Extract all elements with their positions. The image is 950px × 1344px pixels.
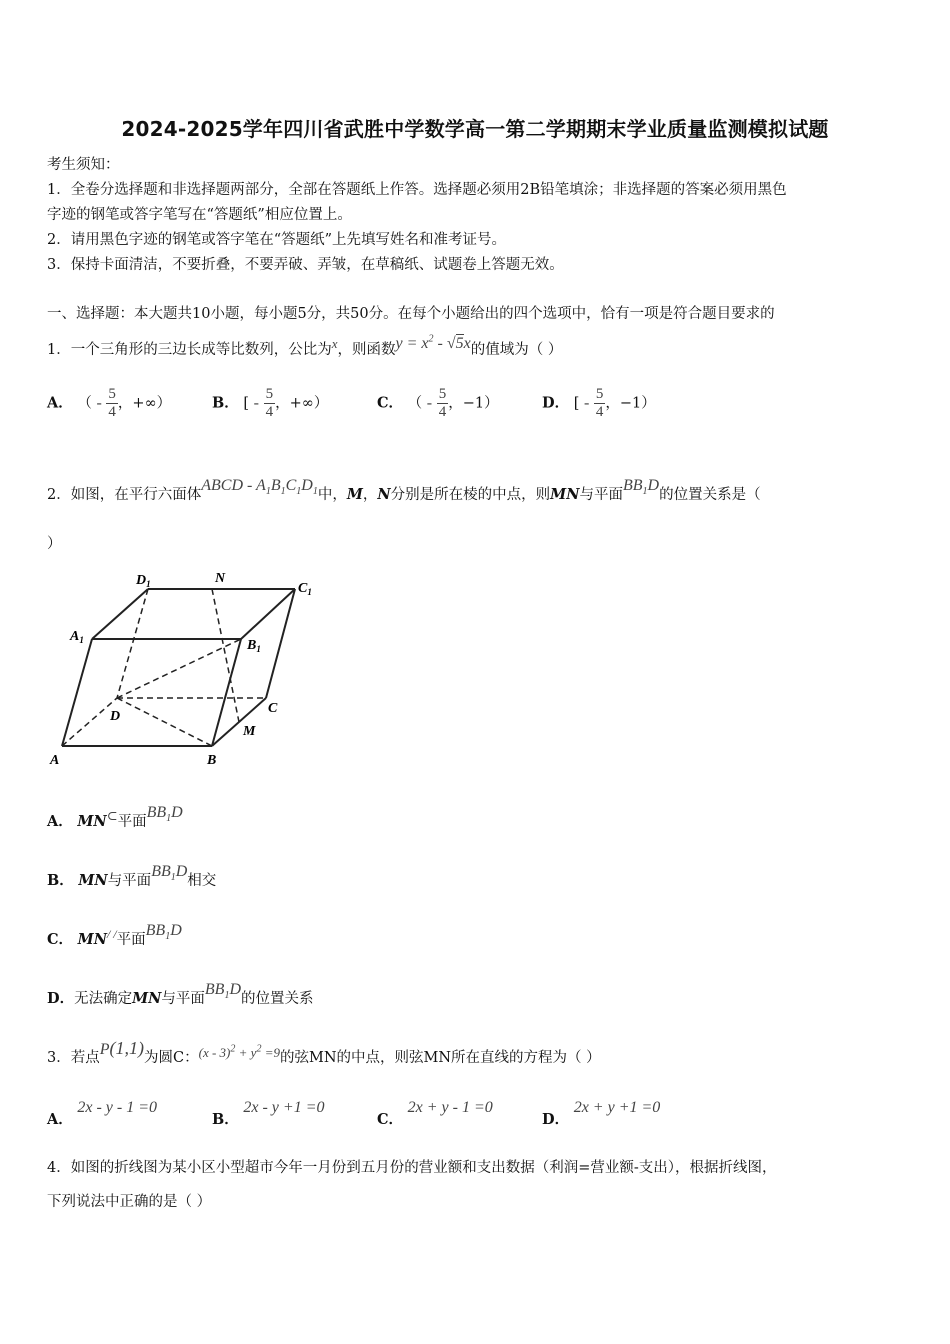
q1-option-d-num: 5 (595, 386, 604, 402)
q2-mid1: 中， (317, 487, 347, 503)
q3-post: 的弦MN的中点，则弦MN所在直线的方程为（ ） (279, 1050, 601, 1066)
q3-option-b[interactable] (212, 1096, 325, 1128)
q1-option-b-den: 4 (265, 404, 274, 420)
section-heading: 一、选择题：本大题共10小题，每小题5分，共50分。在每个小题给出的四个选项中，恰有一项是符合题目要求的 (47, 306, 775, 322)
q2-option-b-plane: $BB_1D$ (151, 863, 188, 884)
q1-option-b-rest: ，+∞） (275, 395, 329, 412)
question-4-line-1: 4．如图的折线图为某小区小型超市今年一月份到五月份的营业额和支出数据（利润=营业额-支出），根据折线图， (47, 1160, 777, 1176)
q1-option-a-fraction (106, 386, 118, 421)
label-a1: $A_1$ (70, 629, 84, 645)
segment-db (117, 698, 212, 746)
label-b1: $B_1$ (247, 638, 261, 654)
notice-heading: 考生须知： (47, 157, 120, 173)
q1-option-d-sign: - (583, 394, 590, 412)
q2-sub-d: 1 (312, 486, 318, 498)
label-m: M (243, 724, 256, 739)
q1-option-c-open: （ (407, 395, 423, 412)
q1-func-exp: 2 (428, 333, 434, 345)
q1-func-rad: 5 (455, 335, 464, 352)
q2-sub-a: 1 (265, 486, 271, 498)
q1-option-d[interactable] (542, 386, 656, 421)
notice-line-2: 2．请用黑色字迹的钢笔或答字笔在“答题纸”上先填写姓名和准考证号。 (47, 232, 507, 248)
q2-close-paren: ） (47, 536, 62, 552)
q2-option-d-pre: 无法确定 (74, 991, 133, 1007)
q3-option-c[interactable] (377, 1096, 493, 1128)
q2-option-c-text: 平面 (116, 932, 146, 948)
q1-option-c-den: 4 (438, 404, 447, 420)
q2-post: 的位置关系是（ (659, 487, 761, 503)
notice-line-3: 3．保持卡面清洁，不要折叠，不要弄破、弄皱，在草稿纸、试题卷上答题无效。 (47, 257, 564, 273)
q2-option-b-post: 相交 (187, 873, 217, 889)
q1-option-c[interactable] (377, 386, 499, 421)
question-4-line-2: 下列说法中正确的是（ ） (47, 1194, 212, 1210)
q2-option-d-label: D． (47, 990, 75, 1007)
q1-option-a-den: 4 (108, 404, 116, 420)
q3-option-d[interactable] (542, 1096, 661, 1128)
label-a: A (50, 753, 60, 768)
q2-option-d-plane: $BB_1D$ (204, 981, 241, 1002)
q1-option-a[interactable] (47, 386, 171, 421)
q1-option-a-num: 5 (108, 386, 116, 402)
q1-option-b[interactable] (212, 386, 328, 421)
q1-option-a-label: A． (47, 394, 73, 412)
q1-option-d-label: D． (542, 394, 570, 412)
label-d: D (110, 709, 121, 724)
q1-func-lhs: y = x (395, 335, 429, 352)
q2-option-b-text: 与平面 (107, 873, 152, 889)
q2-option-b-mn: MN (78, 872, 108, 889)
q1-option-b-fraction (264, 386, 276, 421)
q2-option-c-mn: MN (77, 931, 107, 948)
notice-line-1b: 字迹的钢笔或答字笔写在“答题纸”相应位置上。 (47, 207, 352, 223)
q1-option-b-num: 5 (265, 386, 274, 402)
q2-option-c-plane: $BB_1D$ (145, 922, 182, 943)
q2-option-a-label: A． (47, 813, 73, 830)
q1-post: 的值域为（ ） (470, 342, 563, 358)
q2-pre: 2．如图，在平行六面体 (47, 487, 202, 503)
q3-option-a-eq: 2x - y - 1 =0 (77, 1099, 158, 1116)
q3-mid: 为圆C： (144, 1050, 199, 1066)
q1-option-b-open: [ (243, 395, 250, 412)
q1-option-d-fraction (594, 386, 606, 421)
q3-option-c-eq: 2x + y - 1 =0 (407, 1099, 493, 1116)
q3-point: P(1,1) (99, 1038, 145, 1058)
q3-option-d-eq: 2x + y +1 =0 (573, 1099, 661, 1116)
q2-plane-bb: BB (622, 477, 643, 494)
q2-sub-b: 1 (280, 486, 286, 498)
q3-option-b-eq: 2x - y +1 =0 (243, 1099, 325, 1116)
q2-option-d[interactable] (47, 981, 314, 1010)
label-c: C (268, 701, 278, 716)
label-c1: $C_1$ (298, 581, 312, 597)
question-1 (47, 333, 563, 359)
q2-mid3: 与平面 (579, 487, 623, 503)
q2-plane-sub: 1 (642, 486, 648, 498)
edge-a1d1 (92, 589, 148, 639)
parallelepiped-figure (40, 565, 330, 770)
q1-option-b-label: B． (212, 394, 239, 412)
q2-option-a-plane: $BB_1D$ (146, 804, 183, 825)
q1-option-d-rest: ，−1） (605, 395, 656, 412)
edge-c1c (266, 589, 295, 698)
q2-option-a-mn: MN (77, 813, 107, 830)
q1-option-c-rest: ，−1） (448, 395, 499, 412)
q1-option-c-label: C． (377, 394, 404, 412)
q2-comma: ， (362, 487, 378, 503)
label-b: B (207, 753, 217, 768)
segment-db1 (117, 639, 241, 698)
parallel-icon: / / (106, 927, 117, 941)
edge-ad (62, 698, 117, 746)
q2-option-d-text: 与平面 (161, 991, 205, 1007)
q2-option-a-text: 平面 (117, 814, 147, 830)
edge-d1d (117, 589, 148, 698)
q3-pre: 3．若点 (47, 1050, 100, 1066)
q2-sub-c: 1 (296, 486, 302, 498)
q3-coords: (1,1) (109, 1038, 145, 1058)
q1-option-a-open: （ (77, 395, 92, 412)
question-2 (47, 477, 761, 506)
q1-option-d-open: [ (573, 395, 580, 412)
q1-function (396, 335, 471, 352)
q2-solid-3: C (285, 477, 297, 494)
notice-line-1a: 1．全卷分选择题和非选择题两部分，全部在答题纸上作答。选择题必须用2B铅笔填涂；非选择题的答案必须用黑色 (47, 182, 787, 198)
q1-option-a-sign: - (96, 394, 102, 412)
question-3 (47, 1038, 601, 1067)
q2-solid-1: ABCD - A (201, 477, 266, 494)
q3-option-a-label: A． (47, 1111, 73, 1128)
label-d1: $D_1$ (136, 573, 151, 589)
sqrt-icon: √ (446, 335, 456, 352)
q2-option-c[interactable] (47, 922, 182, 951)
edge-c1b1 (241, 589, 295, 639)
q2-mn: MN (550, 486, 580, 503)
label-n: N (215, 571, 226, 586)
q2-mid2: 分别是所在棱的中点，则 (390, 487, 551, 503)
q2-option-a[interactable] (47, 804, 183, 833)
q1-func-minus: - (433, 335, 447, 352)
q2-m: M (346, 486, 363, 503)
q3-option-a[interactable] (47, 1096, 158, 1128)
q1-option-c-fraction (437, 386, 449, 421)
q1-var: x (331, 336, 338, 351)
q2-option-d-mn: MN (132, 990, 162, 1007)
q2-n: N (377, 486, 391, 503)
q3-option-c-label: C． (377, 1111, 404, 1128)
q2-solid (201, 477, 318, 498)
edge-a1a (62, 639, 92, 746)
q1-option-c-sign: - (426, 394, 433, 412)
segment-mn (212, 589, 239, 722)
q1-func-x: x (463, 335, 471, 352)
q2-plane (622, 477, 660, 498)
q2-option-d-post: 的位置关系 (241, 991, 314, 1007)
q1-option-a-rest: ，+∞） (117, 395, 172, 412)
q2-option-b[interactable] (47, 863, 217, 892)
edge-b1b (212, 639, 241, 746)
q2-plane-d: D (647, 477, 660, 494)
q1-option-d-den: 4 (595, 404, 604, 420)
q3-option-b-label: B． (212, 1111, 239, 1128)
q3-circle: $(x - 3)^2 + y^2 =9$ (198, 1043, 280, 1060)
q1-mid: ，则函数 (337, 342, 396, 358)
q1-pre: 1．一个三角形的三边长成等比数列，公比为 (47, 342, 332, 358)
subset-icon: ⊂ (106, 808, 118, 823)
q1-option-b-sign: - (253, 394, 259, 412)
q3-option-d-label: D． (542, 1111, 570, 1128)
q2-option-c-label: C． (47, 931, 74, 948)
q2-option-b-label: B． (47, 872, 74, 889)
q2-solid-2: B (270, 477, 281, 494)
page-title: 2024-2025学年四川省武胜中学数学高一第二学期期末学业质量监测模拟试题 (121, 117, 829, 141)
q2-solid-4: D (301, 477, 313, 494)
q1-option-c-num: 5 (438, 386, 447, 402)
